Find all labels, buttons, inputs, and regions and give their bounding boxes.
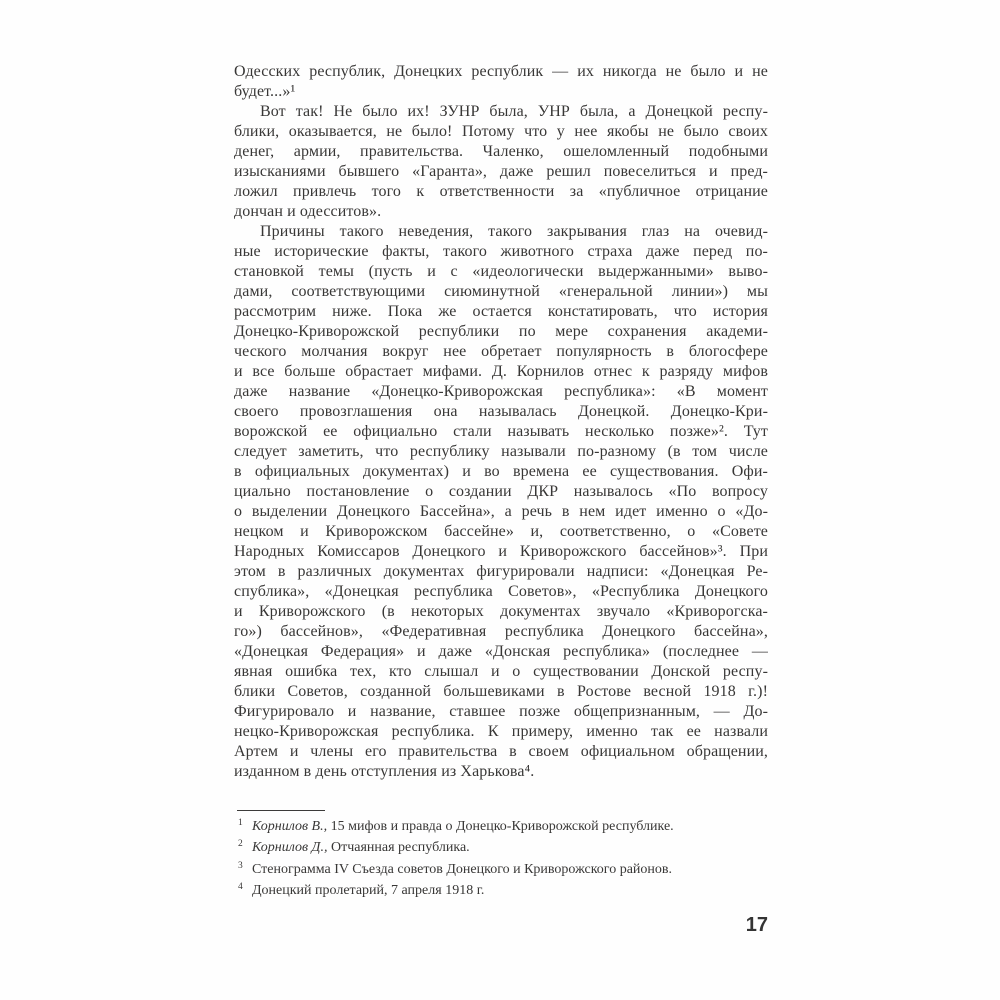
body-line: изысканиями бывшего «Гаранта», даже решил повеселиться и пред- [234, 163, 768, 180]
body-line: Вот так! Не было их! ЗУНР была, УНР была, а Донецкой респу- [260, 103, 768, 120]
body-line: дончан и одесситов». [234, 203, 382, 220]
body-line: нецком и Криворожском бассейне» и, соответственно, о «Совете [234, 523, 768, 540]
footnote-marker: 1 [238, 818, 243, 828]
body-line: го») бассейнов», «Федеративная республика Донецкого бассейна», [234, 623, 768, 640]
text-block [234, 62, 768, 901]
body-line: «Донецкая Федерация» и даже «Донская республика» (последнее — [234, 643, 768, 660]
body-line: спублика», «Донецкая республика Советов», «Республика Донецкого [234, 583, 768, 600]
body-line: и Криворожского (в некоторых документах звучало «Криворогска- [234, 603, 768, 620]
footnote [234, 837, 768, 858]
body-line: дами, соответствующими сиюминутной «генеральной линии») мы [234, 283, 768, 300]
body-line: будет...»¹ [234, 83, 296, 100]
body-line: блики, оказывается, не было! Потому что у нее якобы не было своих [234, 123, 768, 140]
paragraph [234, 222, 768, 782]
body-line: Фигурировало и название, ставшее позже общепризнанным, — До- [234, 703, 768, 720]
footnote [234, 880, 768, 901]
page-number: 17 [745, 914, 768, 936]
paragraph [234, 62, 768, 102]
body-line: явная ошибка тех, кто слышал и о существовании Донской респу- [234, 663, 768, 680]
body-line: следует заметить, что республику называли по-разному (в том числе [234, 443, 768, 460]
footnote-text: Корнилов Д., Отчаянная республика. [252, 840, 470, 856]
body-line: ложил привлечь того к ответственности за «публичное отрицание [234, 183, 768, 200]
footnote-marker: 3 [238, 860, 243, 871]
body-line: нецко-Криворожская республика. К примеру, именно так ее назвали [234, 723, 768, 740]
body-line: своего провозглашения она называлась Донецкой. Донецко-Кри- [234, 403, 768, 420]
footnote-author: Корнилов Д., [252, 840, 328, 856]
footnote-text: Корнилов В., 15 мифов и правда о Донецко-Криворожской республике. [252, 819, 674, 834]
body-line: Артем и члены его правительства в своем официальном обращении, [234, 743, 768, 760]
body-line: этом в различных документах фигурировали надписи: «Донецкая Ре- [234, 563, 768, 580]
body-line: циально постановление о создании ДКР называлось «По вопросу [234, 483, 768, 500]
footnote [234, 859, 768, 880]
paragraph [234, 102, 768, 222]
body-line: денег, армии, правительства. Чаленко, ошеломленный подобными [234, 143, 768, 160]
body-line: Донецко-Криворожской республики по мере сохранения академи- [234, 323, 768, 340]
body-line: рассмотрим ниже. Пока же остается констатировать, что история [234, 303, 768, 320]
footnotes [234, 816, 768, 901]
footnote-separator [237, 810, 325, 811]
body-line: блики Советов, созданной большевиками в Ростове весной 1918 г.)! [234, 683, 768, 700]
body-line: Народных Комиссаров Донецкого и Криворожского бассейнов»³. При [234, 543, 768, 560]
body-line: Причины такого неведения, такого закрывания глаз на очевид- [260, 223, 768, 240]
body-text [234, 62, 768, 782]
footnote-marker: 4 [238, 881, 243, 892]
body-line: ворожской ее официально стали называть несколько позже»². Тут [234, 423, 768, 440]
body-line: изданном в день отступления из Харькова⁴. [234, 763, 535, 780]
body-line: Одесских республик, Донецких республик — их никогда не было и не [234, 63, 768, 80]
body-line: становкой темы (пусть и с «идеологически выдержанными» выво- [234, 263, 768, 280]
footnote-text: Донецкий пролетарий, 7 апреля 1918 г. [252, 882, 485, 898]
footnote-author: Корнилов В., [252, 819, 328, 834]
body-line: даже название «Донецко-Криворожская республика»: «В момент [234, 383, 768, 400]
footnote-text: Стенограмма IV Съезда советов Донецкого и Криворожского районов. [252, 861, 673, 877]
body-line: в официальных документах) и во времена ее существования. Офи- [234, 463, 768, 480]
footnote [234, 816, 768, 837]
footnote-marker: 2 [238, 839, 243, 850]
body-line: ные исторические факты, такого животного страха даже перед по- [234, 243, 768, 260]
body-line: и все больше обрастает мифами. Д. Корнилов отнес к разряду мифов [234, 363, 768, 380]
body-line: ческого молчания вокруг нее обретает популярность в блогосфере [234, 343, 768, 360]
body-line: о выделении Донецкого Бассейна», а речь в нем идет именно о «До- [234, 503, 768, 520]
